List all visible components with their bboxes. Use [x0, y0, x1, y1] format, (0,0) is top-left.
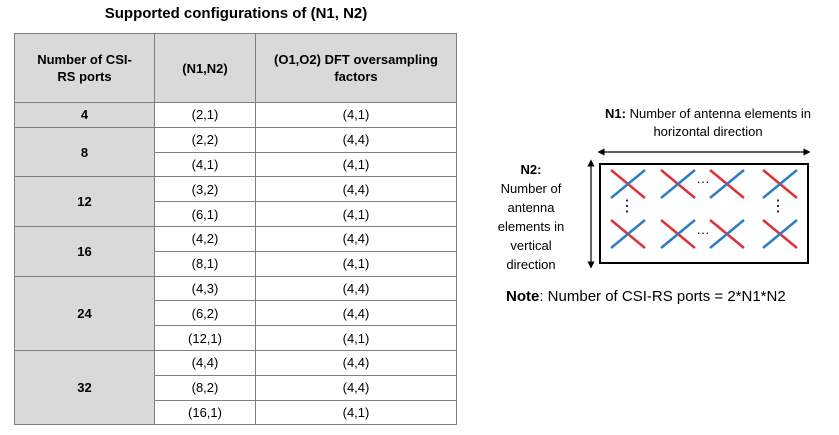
- note-label: Note: [506, 288, 540, 305]
- n1n2-cell: (16,1): [155, 400, 256, 425]
- table-row: [15, 226, 457, 251]
- header-n1n2: (N1,N2): [155, 34, 256, 103]
- n1n2-cell: (6,1): [155, 202, 256, 227]
- n1n2-cell: (4,3): [155, 276, 256, 301]
- ellipsis-bottom: ···: [696, 225, 710, 240]
- oversampling-cell: (4,4): [256, 375, 457, 400]
- table-title: Supported configurations of (N1, N2): [104, 5, 368, 22]
- ports-cell: 24: [15, 276, 155, 350]
- n1n2-cell: (4,2): [155, 226, 256, 251]
- oversampling-cell: (4,1): [256, 103, 457, 128]
- note-text: : Number of CSI-RS ports = 2*N1*N2: [539, 288, 786, 305]
- header-ports: Number of CSI-RS ports: [15, 34, 155, 103]
- n1n2-cell: (8,1): [155, 251, 256, 276]
- n1n2-cell: (12,1): [155, 326, 256, 351]
- n1n2-cell: (4,1): [155, 152, 256, 177]
- table-row: [15, 350, 457, 375]
- ports-cell: 8: [15, 127, 155, 177]
- oversampling-cell: (4,1): [256, 202, 457, 227]
- ellipsis-top: ···: [696, 174, 710, 189]
- n1n2-cell: (2,1): [155, 103, 256, 128]
- oversampling-cell: (4,1): [256, 251, 457, 276]
- oversampling-cell: (4,4): [256, 350, 457, 375]
- ports-cell: 12: [15, 177, 155, 227]
- n1n2-cell: (8,2): [155, 375, 256, 400]
- oversampling-cell: (4,4): [256, 301, 457, 326]
- n1n2-cell: (2,2): [155, 127, 256, 152]
- oversampling-cell: (4,1): [256, 152, 457, 177]
- oversampling-cell: (4,1): [256, 400, 457, 425]
- configurations-table: [14, 33, 457, 425]
- oversampling-cell: (4,1): [256, 326, 457, 351]
- n1-description: [588, 105, 828, 141]
- ellipsis-right: ⋮: [770, 198, 786, 215]
- table-row: [15, 177, 457, 202]
- n1n2-cell: (3,2): [155, 177, 256, 202]
- ellipsis-left: ⋮: [619, 198, 635, 215]
- table-row: [15, 276, 457, 301]
- ports-cell: 4: [15, 103, 155, 128]
- n2-label: N2:: [520, 162, 542, 177]
- table-row: [15, 103, 457, 128]
- header-oversampling: (O1,O2) DFT oversampling factors: [256, 34, 457, 103]
- oversampling-cell: (4,4): [256, 177, 457, 202]
- n1-label: N1:: [605, 106, 626, 121]
- n1-text: Number of antenna elements in horizontal direction: [625, 106, 811, 139]
- oversampling-cell: (4,4): [256, 276, 457, 301]
- n2-description: [486, 160, 576, 274]
- n2-text: Number of antenna elements in vertical direction: [497, 181, 565, 272]
- oversampling-cell: (4,4): [256, 127, 457, 152]
- ports-cell: 16: [15, 226, 155, 276]
- oversampling-cell: (4,4): [256, 226, 457, 251]
- note: [506, 288, 786, 305]
- antenna-array-diagram: [580, 140, 820, 270]
- table-row: [15, 127, 457, 152]
- ports-cell: 32: [15, 350, 155, 424]
- n1n2-cell: (6,2): [155, 301, 256, 326]
- n1n2-cell: (4,4): [155, 350, 256, 375]
